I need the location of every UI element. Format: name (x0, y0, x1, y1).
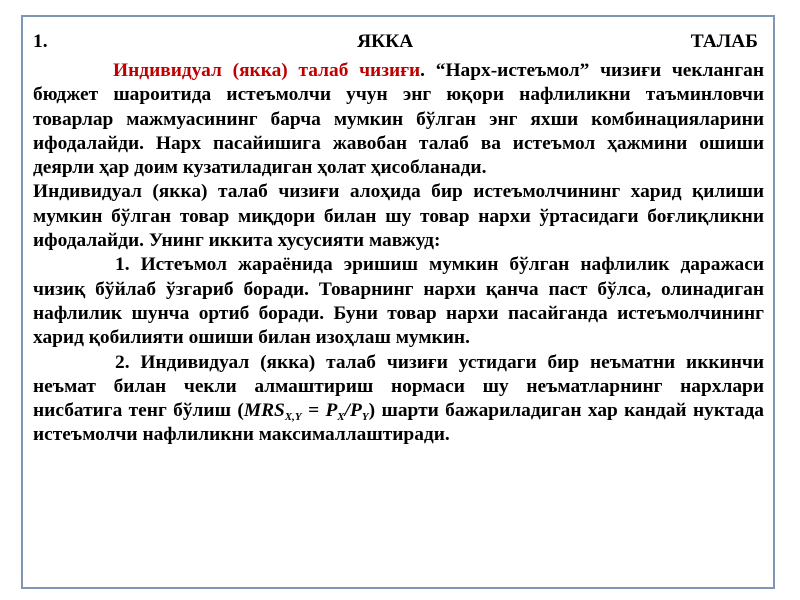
formula-px-subscript: X (337, 411, 345, 424)
paragraph-properties-intro: Индивидуал (якка) талаб чизиғи алоҳида бир истеъмолчининг харид қилиши мумкин бўлган товар миқдори билан шу товар нархи ўртасидаги боғлиқликни ифодалайди. Унинг иккита хусусияти мавжуд: (33, 181, 764, 252)
heading-word-2: ТАЛАБ (690, 31, 758, 52)
paragraph-definition-text: . “Нарх-истеъмол” чизиғи чекланган бюджет шароитида истеъмолчи учун энг юқори нафлиликни таъминловчи товарлар мажмуасининг барча мумкин бўлган энг яхши комбинацияларини ифодалайди. Нарх пасайишига жавобан талаб ва истеъмол ҳажмини ошиши деярли ҳар доим кузатиладиган ҳолат ҳисобланади. (33, 60, 764, 179)
formula-py-subscript: Y (361, 411, 369, 424)
formula-mrs: $MRS_{X,Y} = P_X/P_Y$ (243, 400, 369, 424)
slide-frame (21, 15, 775, 589)
term-highlight: Индивидуал (якка) талаб чизиғи (113, 60, 421, 81)
slide-content (33, 27, 764, 448)
heading-number: 1. (33, 31, 48, 52)
section-heading (33, 27, 764, 57)
list-item-2: 2. Индивидуал (якка) талаб чизиғи устидаги бир неъматни иккинчи неъмат билан чекли алмаштириш нормаси шу неъматларнинг нархлари нисбатига тенг бўлиш $(MRS_{X,Y} = P_X/P_Y)$ шарти бажариладиган хар кандай нуктада истеъмолчи нафлиликни максималлаштиради. (33, 351, 764, 446)
list-item-2-tail: шарти бажариладиган хар кандай нуктада истеъмолчи нафлиликни максималлаштиради. (33, 400, 764, 446)
list-item-1: 1. Истеъмол жараёнида эришиш мумкин бўлган нафлилик даражаси чизиқ бўйлаб ўзгариб боради. Товарнинг нархи қанча паст бўлса, олинадиган нафлилик шунча ортиб боради. Буни товар нархи пасайганда истеъмолчининг харид қобилияти ошиши билан изоҳлаш мумкин. (33, 254, 764, 349)
list-item-2-text: 2. Индивидуал (якка) талаб чизиғи устидаги бир неъматни иккинчи неъмат билан чекли алмаштириш нормаси шу неъматларнинг нархлари нисбатига тенг бўлиш ( (33, 351, 764, 422)
heading-word-1: ЯККА (357, 31, 414, 52)
paragraph-definition (33, 59, 764, 180)
formula-mrs-subscript: X,Y (284, 411, 302, 424)
